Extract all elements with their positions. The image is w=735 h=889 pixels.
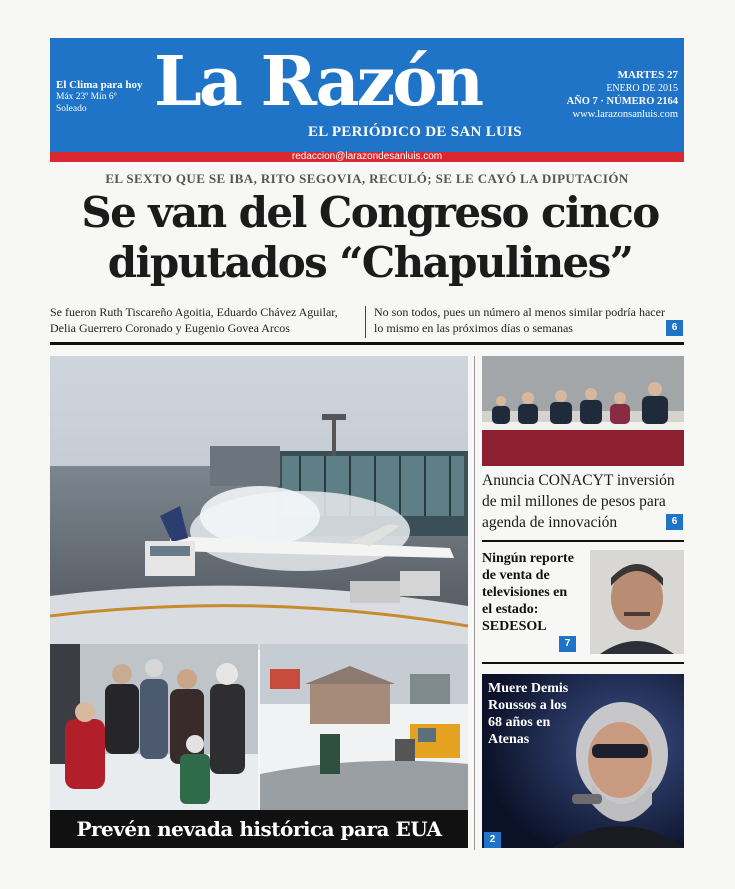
sedesol-page-badge[interactable]: 7: [559, 636, 576, 652]
tagline: EL PERIÓDICO DE SAN LUIS: [308, 124, 522, 140]
conacyt-illustration: [482, 356, 684, 466]
sidebar-rule-1: [482, 540, 684, 542]
edition-day: MARTES 27: [617, 69, 678, 81]
lead-subhead-left: Se fueron Ruth Tiscareño Agoitia, Eduardo Chávez Aguilar, Delia Guerrero Coronado y Eugenio Govea Arcos: [50, 305, 338, 335]
lead-rule: [50, 342, 684, 345]
lead-kicker: EL SEXTO QUE SE IBA, RITO SEGOVIA, RECULÓ; SE LE CAYÓ LA DIPUTACIÓN: [105, 171, 629, 186]
website-link[interactable]: www.larazonsanluis.com: [572, 109, 678, 120]
lead-subhead-right: No son todos, pues un número al menos similar podría hacer lo mismo en las próximos días o semanas: [374, 305, 665, 335]
edition-issue: AÑO 7 · NÚMERO 2164: [566, 96, 678, 107]
lead-headline[interactable]: [50, 188, 690, 288]
conacyt-headline[interactable]: Anuncia CONACYT inversión de mil millones de pesos para agenda de innovación: [482, 472, 675, 531]
conacyt-page-badge[interactable]: 6: [666, 514, 683, 530]
column-divider: [474, 356, 475, 850]
weather-box: [56, 79, 142, 115]
contact-email[interactable]: redaccion@larazondesanluis.com: [291, 151, 443, 162]
lead-headline-line-1: Se van del Congreso cinco: [81, 188, 659, 237]
weather-condition: Soleado: [56, 104, 87, 114]
main-photo-caption[interactable]: Prevén nevada histórica para EUA: [76, 817, 442, 841]
pedestrians-illustration: [50, 644, 258, 810]
edition-info: [567, 69, 678, 121]
sedesol-official-photo: [590, 550, 684, 654]
lead-headline-line-2: diputados “Chapulines”: [107, 238, 633, 287]
airport-snow-photo: [50, 356, 468, 650]
snowplow-photo: [260, 644, 468, 810]
pedestrians-snow-photo: [50, 644, 258, 810]
official-portrait-illustration: [590, 550, 684, 654]
conacyt-panel-photo: [482, 356, 684, 466]
weather-title: El Clima para hoy: [56, 79, 143, 91]
edition-month-year: ENERO DE 2015: [606, 83, 678, 94]
snowplow-illustration: [260, 644, 468, 810]
sidebar-rule-2: [482, 662, 684, 664]
demis-page-badge[interactable]: 2: [484, 832, 501, 848]
subhead-divider: [365, 306, 366, 338]
airport-snow-illustration: [50, 356, 468, 650]
weather-temps: Máx 23º Mín 6º: [56, 92, 117, 102]
lead-page-badge[interactable]: 6: [666, 320, 683, 336]
demis-headline[interactable]: Muere Demis Roussos a los 68 años en Atenas: [488, 681, 569, 747]
newspaper-logo[interactable]: La Razón: [154, 42, 482, 122]
sedesol-headline[interactable]: Ningún reporte de venta de televisiones en el estado: SEDESOL: [482, 551, 574, 634]
